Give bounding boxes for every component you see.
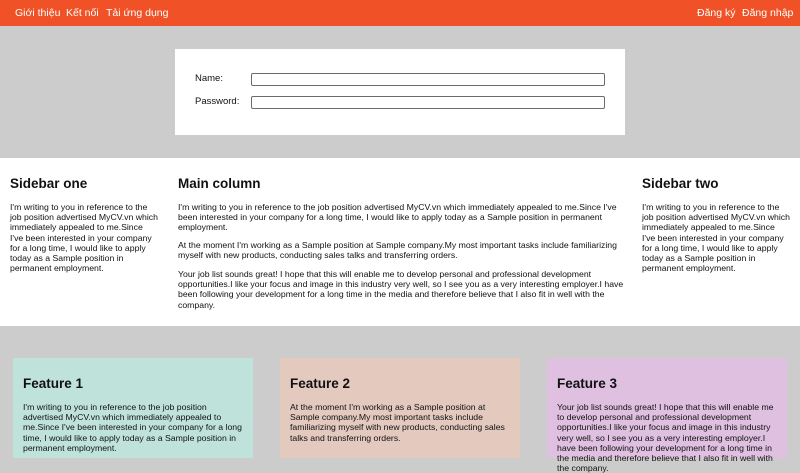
- feature-3-title: Feature 3: [557, 376, 618, 391]
- login-form: [175, 49, 625, 135]
- feature-1-title: Feature 1: [23, 376, 84, 391]
- feature-1-text: I'm writing to you in reference to the job position advertised MyCV.vn which immediately appealed to me.Since I've been interested in your company for a long time, I would like to apply today as a Sample position in permanent employment.: [23, 402, 242, 453]
- nav-link-tai-ung-dung[interactable]: Tải ứng dụng: [106, 7, 169, 19]
- name-label: Name:: [195, 73, 223, 84]
- feature-2-text: At the moment I'm working as a Sample position at Sample company.My most important tasks include familiarizing myself with new products, conducting sales talks and transferring orders.: [290, 402, 505, 443]
- main-paragraph-1: I'm writing to you in reference to the job position advertised MyCV.vn which immediately appealed to me.Since I've been interested in your company for a long time, I would like to apply today as a Sample position in permanent employment.: [178, 202, 617, 233]
- sidebar-one-text: I'm writing to you in reference to the job position advertised MyCV.vn which immediately appealed to me.Since I've been interested in your company for a long time, I would like to apply today as a Sample position in permanent employment.: [10, 202, 158, 274]
- sidebar-two-text: I'm writing to you in reference to the job position advertised MyCV.vn which immediately appealed to me.Since I've been interested in your company for a long time, I would like to apply today as a Sample position in permanent employment.: [642, 202, 790, 274]
- feature-card-2: [280, 358, 520, 458]
- name-input[interactable]: [251, 73, 605, 86]
- nav-link-dang-ky[interactable]: Đăng ký: [697, 7, 736, 19]
- top-navbar: [0, 0, 800, 26]
- nav-link-ket-noi[interactable]: Kết nối: [66, 7, 99, 19]
- nav-link-dang-nhap[interactable]: Đăng nhập: [742, 7, 794, 19]
- feature-card-1: [13, 358, 253, 458]
- feature-3-text: Your job list sounds great! I hope that this will enable me to develop personal and professional development opportunities.I like your focus and image in this industry very well, so I see you as a very interesting employer.I have been following your development for a long time in the media and therefore believe that I also fit in well with the company.: [557, 402, 774, 473]
- password-label: Password:: [195, 96, 240, 107]
- sidebar-one-title: Sidebar one: [10, 176, 88, 191]
- feature-2-title: Feature 2: [290, 376, 351, 391]
- content-section: [0, 158, 800, 326]
- main-paragraph-3: Your job list sounds great! I hope that this will enable me to develop personal and professional development opportunities.I like your focus and image in this industry very well, so I see you as a very interesting employer.I have been following your development for a long time in the media and therefore believe that I also fit in well with the company.: [178, 269, 624, 310]
- nav-link-gioi-thieu[interactable]: Giới thiệu: [15, 7, 61, 19]
- sidebar-two-title: Sidebar two: [642, 176, 719, 191]
- main-column-title: Main column: [178, 176, 261, 191]
- password-input[interactable]: [251, 96, 605, 109]
- feature-card-3: [547, 358, 787, 473]
- main-paragraph-2: At the moment I'm working as a Sample position at Sample company.My most important tasks include familiarizing myself with new products, conducting sales talks and transferring orders.: [178, 240, 617, 261]
